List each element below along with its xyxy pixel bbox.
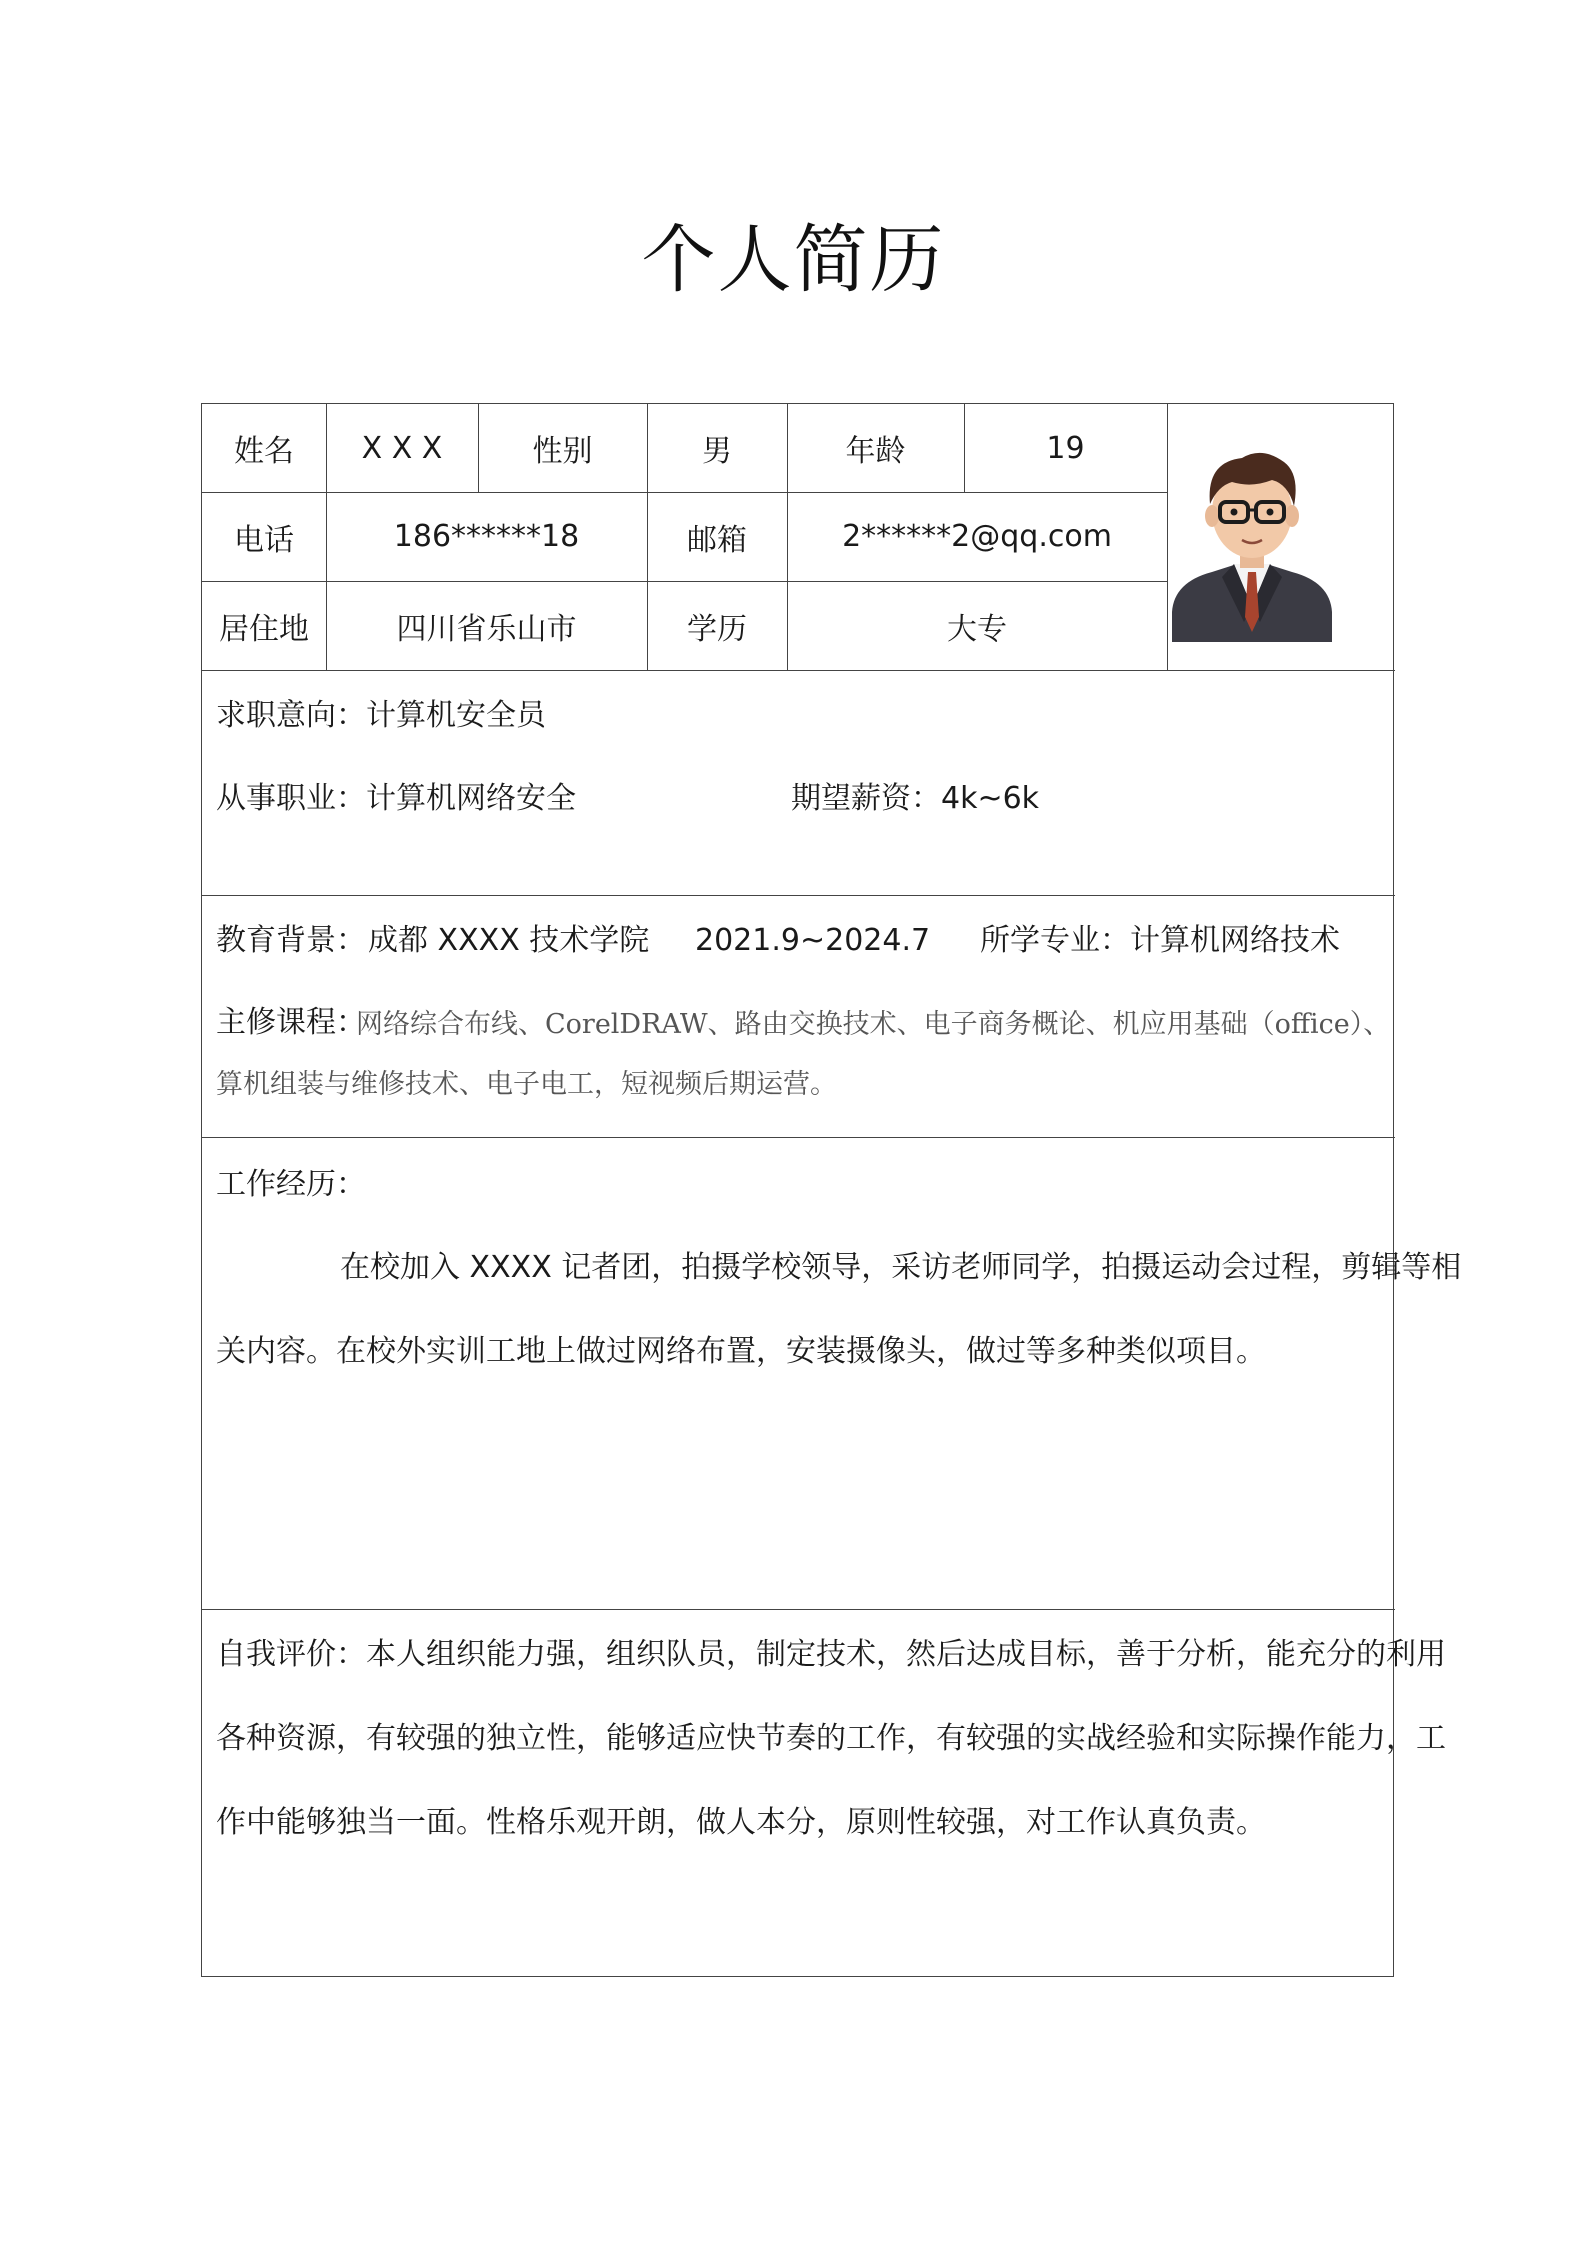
page-title: 个人简历 bbox=[641, 217, 946, 303]
gender-label: 性别 bbox=[532, 434, 593, 469]
phone-label: 电话 bbox=[234, 522, 294, 558]
resume-table bbox=[201, 403, 1462, 1977]
section-divider bbox=[202, 1609, 1395, 1610]
age-value: 19 bbox=[1046, 430, 1085, 466]
businessman-avatar-icon bbox=[1162, 432, 1342, 642]
self-eval-line-3: 作中能够独当一面。性格乐观开朗，做人本分，原则性较强，对工作认真负责。 bbox=[216, 1805, 1266, 1840]
phone-value: 186******18 bbox=[393, 519, 580, 554]
study-period: 2021.9~2024.7 bbox=[695, 923, 931, 958]
courses-label: 主修课程： bbox=[216, 1005, 366, 1040]
work-line-1: 在校加入 XXXX 记者团，拍摄学校领导，采访老师同学，拍摄运动会过程，剪辑等相 bbox=[340, 1250, 1462, 1285]
job-intent: 求职意向：计算机安全员 bbox=[216, 698, 546, 733]
self-eval-line-1: 自我评价：本人组织能力强，组织队员，制定技术，然后达成目标，善于分析，能充分的利用 bbox=[216, 1637, 1446, 1672]
section-divider bbox=[202, 670, 1395, 671]
expected-salary: 期望薪资：4k~6k bbox=[791, 781, 1040, 816]
age-label: 年龄 bbox=[845, 434, 906, 469]
major: 所学专业：计算机网络技术 bbox=[980, 923, 1340, 958]
courses-line-1: 网络综合布线、CorelDRAW、路由交换技术、电子商务概论、机应用基础（office）、 bbox=[356, 1009, 1391, 1040]
residence-label: 居住地 bbox=[219, 611, 309, 647]
section-divider bbox=[202, 1137, 1395, 1138]
education-label: 学历 bbox=[687, 611, 747, 647]
education-value: 大专 bbox=[947, 611, 1007, 647]
self-eval-line-2: 各种资源，有较强的独立性，能够适应快节奏的工作，有较强的实战经验和实际操作能力，工 bbox=[216, 1721, 1446, 1756]
email-value: 2******2@qq.com bbox=[842, 519, 1112, 554]
work-line-2: 关内容。在校外实训工地上做过网络布置，安装摄像头，做过等多种类似项目。 bbox=[216, 1334, 1266, 1369]
school-name: 成都 XXXX 技术学院 bbox=[368, 923, 650, 958]
name-value: X X X bbox=[361, 430, 443, 466]
email-label: 邮箱 bbox=[687, 522, 747, 558]
gender-value: 男 bbox=[702, 434, 732, 469]
courses-line-2: 算机组装与维修技术、电子电工，短视频后期运营。 bbox=[216, 1069, 837, 1100]
occupation: 从事职业：计算机网络安全 bbox=[216, 781, 576, 816]
residence-value: 四川省乐山市 bbox=[396, 611, 577, 647]
name-label: 姓名 bbox=[234, 434, 294, 469]
education-label: 教育背景： bbox=[216, 923, 366, 958]
profile-photo bbox=[1162, 432, 1342, 642]
work-label: 工作经历： bbox=[216, 1167, 366, 1202]
section-divider bbox=[202, 895, 1395, 896]
